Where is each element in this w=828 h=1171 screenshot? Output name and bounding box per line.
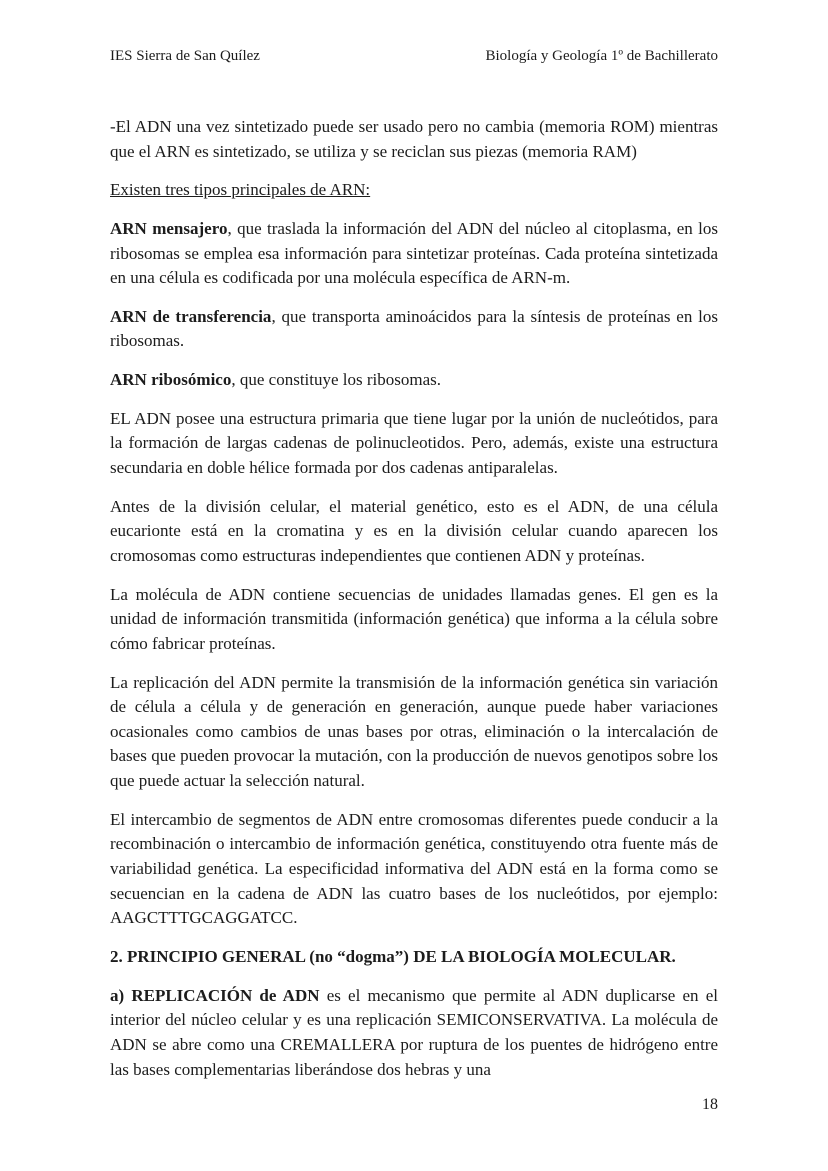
paragraph-lead-bold: a) REPLICACIÓN de ADN <box>110 985 320 1005</box>
paragraph-replicacion-adn <box>110 984 718 1083</box>
paragraph-arn-types-heading <box>110 178 718 203</box>
header-school-name: IES Sierra de San Quílez <box>110 48 260 64</box>
paragraph-arn-transferencia <box>110 305 718 354</box>
paragraph-text: , que constituye los ribosomas. <box>231 370 442 390</box>
paragraph-intercambio-segmentos <box>110 808 718 931</box>
paragraph-text: La molécula de ADN contiene secuencias de unidades llamadas genes. El gen es la unidad de información transmitida (información genética) que informa a la célula sobre cómo fabricar proteínas. <box>110 584 718 653</box>
paragraph-arn-mensajero <box>110 217 718 291</box>
paragraph-text: , que traslada la información del ADN del núcleo al citoplasma, en los ribosomas se emplea esa información para sintetizar proteínas. Cada proteína sintetizada en una célula es codificada por una molécula específica de ARN-m. <box>110 218 718 288</box>
paragraph-text: -El ADN una vez sintetizado puede ser usado pero no cambia (memoria ROM) mientras que el ARN es sintetizado, se utiliza y se reciclan sus piezas (memoria RAM) <box>110 117 718 161</box>
section-heading-text: 2. PRINCIPIO GENERAL (no “dogma”) DE LA BIOLOGÍA MOLECULAR. <box>110 946 676 966</box>
paragraph-genes <box>110 583 718 657</box>
page-number: 18 <box>702 1096 718 1114</box>
paragraph-text: Antes de la división celular, el material genético, esto es el ADN, de una célula eucarionte está en la cromatina y es en la división celular cuando aparecen los cromosomas como estructuras independientes que contienen ADN y proteínas. <box>110 496 718 565</box>
paragraph-lead-bold: ARN de transferencia <box>110 306 272 326</box>
paragraph-division-celular <box>110 495 718 569</box>
header-course-title: Biología y Geología 1º de Bachillerato <box>485 48 718 64</box>
paragraph-replicacion-transmision <box>110 671 718 794</box>
page-header <box>110 48 718 65</box>
underlined-heading-text: Existen tres tipos principales de ARN: <box>110 180 371 200</box>
paragraph-text: El intercambio de segmentos de ADN entre cromosomas diferentes puede conducir a la recombinación o intercambio de información genética, constituyendo otra fuente más de variabilidad genética. La especificidad informativa del ADN está en la forma como se secuencian en la cadena de ADN las cuatro bases de los nucleótidos, por ejemplo: AAGCTTTGCAGGATCC. <box>110 809 718 928</box>
paragraph-text: La replicación del ADN permite la transmisión de la información genética sin variación de célula a célula y de generación en generación, aunque puede haber variaciones ocasionales como cambios de unas bases por otras, eliminación o la intercalación de bases que pueden provocar la mutación, con la producción de nuevos genotipos sobre los que puede actuar la selección natural. <box>110 672 718 791</box>
paragraph-lead-bold: ARN ribosómico <box>110 370 232 390</box>
paragraph-text: , que transporta aminoácidos para la síntesis de proteínas en los ribosomas. <box>110 306 718 351</box>
section-heading-principio-general <box>110 945 718 970</box>
paragraph-arn-ribosomico <box>110 368 718 393</box>
paragraph-lead-bold: ARN mensajero <box>110 218 228 238</box>
paragraph-intro-rom-ram <box>110 115 718 164</box>
document-body <box>110 115 718 1082</box>
paragraph-text: EL ADN posee una estructura primaria que tiene lugar por la unión de nucleótidos, para la formación de largas cadenas de polinucleotidos. Pero, además, existe una estructura secundaria en doble hélice formada por dos cadenas antiparalelas. <box>110 408 718 478</box>
paragraph-estructura-adn <box>110 407 718 481</box>
paragraph-text: es el mecanismo que permite al ADN duplicarse en el interior del núcleo celular y es una replicación SEMICONSERVATIVA. La molécula de ADN se abre como una CREMALLERA por ruptura de los puentes de hidrógeno entre las bases complementarias liberándose dos hebras y una <box>110 985 718 1079</box>
